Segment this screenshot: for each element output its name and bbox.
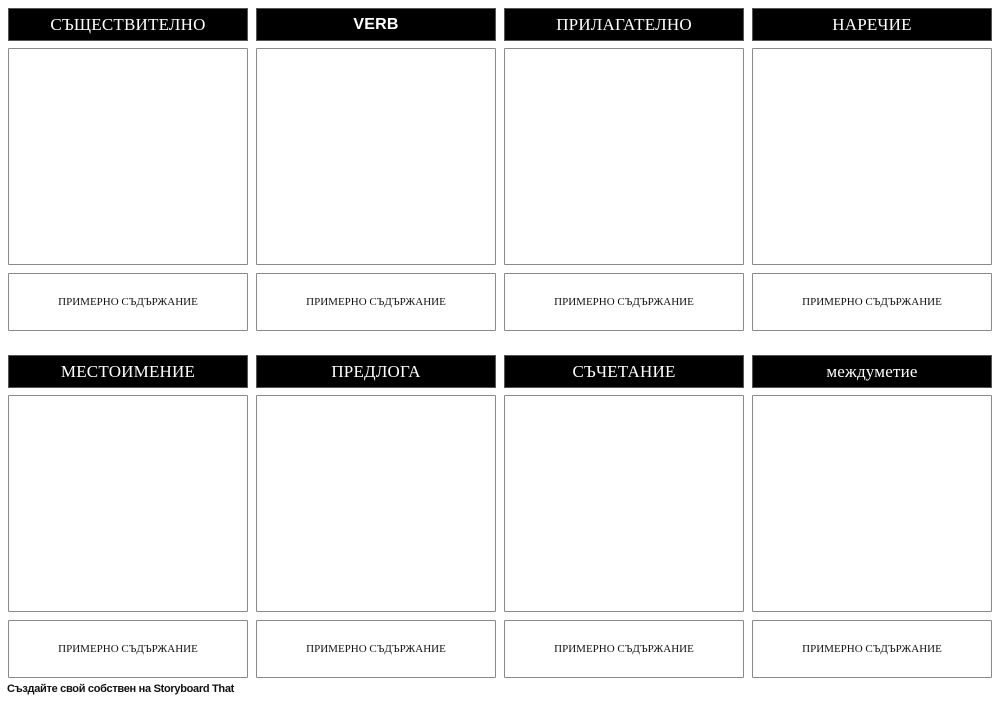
cell-image-panel[interactable] — [504, 48, 744, 265]
cell-caption[interactable]: ПРИМЕРНО СЪДЪРЖАНИЕ — [504, 620, 744, 678]
cell-image-panel[interactable] — [752, 395, 992, 612]
cell-caption[interactable]: ПРИМЕРНО СЪДЪРЖАНИЕ — [752, 273, 992, 331]
cell-header-title: НАРЕЧИЕ — [752, 8, 992, 41]
cell-header-title: МЕСТОИМЕНИЕ — [8, 355, 248, 388]
cell-caption[interactable]: ПРИМЕРНО СЪДЪРЖАНИЕ — [8, 620, 248, 678]
cell-image-panel[interactable] — [256, 395, 496, 612]
cell-caption[interactable]: ПРИМЕРНО СЪДЪРЖАНИЕ — [256, 273, 496, 331]
cell-header-title: ПРЕДЛОГА — [256, 355, 496, 388]
cell-caption[interactable]: ПРИМЕРНО СЪДЪРЖАНИЕ — [256, 620, 496, 678]
cell-caption[interactable]: ПРИМЕРНО СЪДЪРЖАНИЕ — [504, 273, 744, 331]
cell-image-panel[interactable] — [752, 48, 992, 265]
cell-header-title: СЪЩЕСТВИТЕЛНО — [8, 8, 248, 41]
cell-header-title: ПРИЛАГАТЕЛНО — [504, 8, 744, 41]
cell-caption[interactable]: ПРИМЕРНО СЪДЪРЖАНИЕ — [752, 620, 992, 678]
cell-caption[interactable]: ПРИМЕРНО СЪДЪРЖАНИЕ — [8, 273, 248, 331]
cell-image-panel[interactable] — [504, 395, 744, 612]
cell-header-title: СЪЧЕТАНИЕ — [504, 355, 744, 388]
footer-credit: Създайте свой собствен на Storyboard That — [7, 683, 235, 695]
cell-header-title: VERB — [256, 8, 496, 41]
cell-image-panel[interactable] — [8, 395, 248, 612]
cell-header-title: междуметие — [752, 355, 992, 388]
cell-image-panel[interactable] — [8, 48, 248, 265]
cell-image-panel[interactable] — [256, 48, 496, 265]
